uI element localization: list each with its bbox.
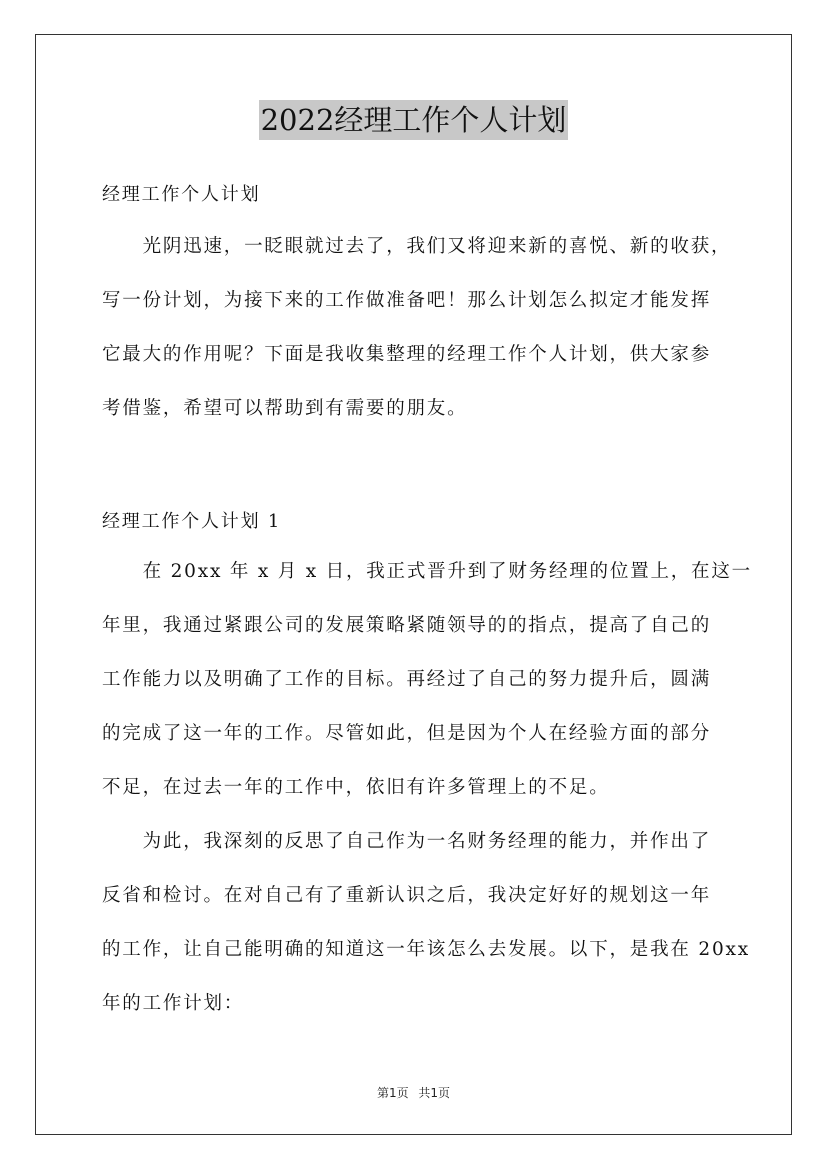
paragraph-line: 年里，我通过紧跟公司的发展策略紧随领导的的指点，提高了自己的 — [102, 615, 712, 636]
intro-paragraph — [102, 220, 732, 436]
paragraph-line: 写一份计划，为接下来的工作做准备吧！那么计划怎么拟定才能发挥 — [102, 290, 712, 311]
paragraph-line: 工作能力以及明确了工作的目标。再经过了自己的努力提升后，圆满 — [102, 669, 712, 690]
page-number: 第1页 — [376, 1086, 409, 1100]
paragraph-line: 为此，我深刻的反思了自己作为一名财务经理的能力，并作出了 — [102, 831, 712, 852]
title-container — [0, 100, 827, 140]
paragraph-line: 它最大的作用呢？下面是我收集整理的经理工作个人计划，供大家参 — [102, 344, 712, 365]
body-paragraph-1 — [102, 545, 752, 815]
paragraph-line: 的完成了这一年的工作。尽管如此，但是因为个人在经验方面的部分 — [102, 723, 712, 744]
document-title: 2022经理工作个人计划 — [259, 100, 569, 140]
paragraph-line: 不足，在过去一年的工作中，依旧有许多管理上的不足。 — [102, 777, 610, 798]
paragraph-line: 的工作，让自己能明确的知道这一年该怎么去发展。以下，是我在 20xx — [102, 939, 750, 960]
section-heading: 经理工作个人计划 1 — [102, 511, 282, 532]
document-subtitle: 经理工作个人计划 — [102, 184, 261, 205]
paragraph-line: 反省和检讨。在对自己有了重新认识之后，我决定好好的规划这一年 — [102, 885, 712, 906]
body-paragraph-2 — [102, 815, 750, 1031]
paragraph-line: 考借鉴，希望可以帮助到有需要的朋友。 — [102, 398, 468, 419]
page-total: 共1页 — [418, 1086, 451, 1100]
paragraph-line: 光阴迅速，一眨眼就过去了，我们又将迎来新的喜悦、新的收获， — [102, 236, 732, 257]
paragraph-line: 在 20xx 年 x 月 x 日，我正式晋升到了财务经理的位置上，在这一 — [102, 561, 752, 582]
paragraph-line: 年的工作计划： — [102, 993, 245, 1014]
page-footer — [0, 1084, 827, 1101]
